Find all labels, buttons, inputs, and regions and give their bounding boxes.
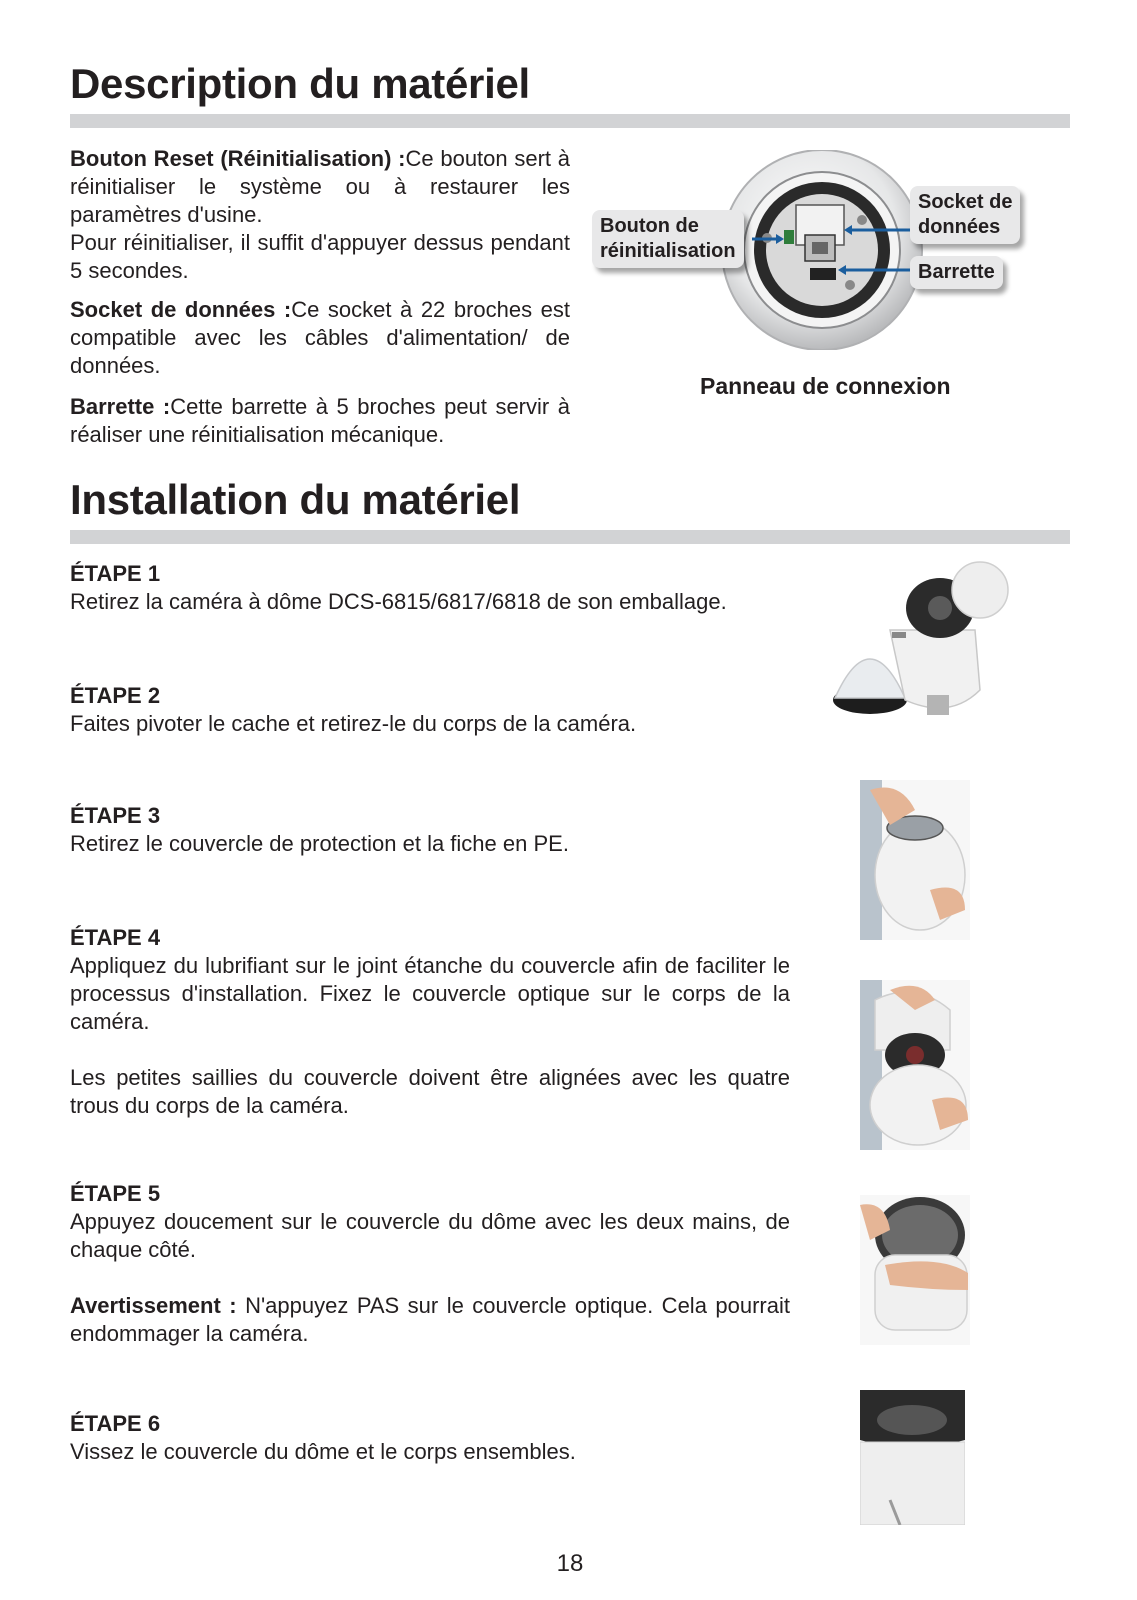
step-4 [70,924,790,1120]
step-5 [70,1180,790,1348]
reset-paragraph [70,145,570,285]
step-6-photo [860,1390,965,1525]
callout-reset-line-1: Bouton de [600,215,699,237]
step-title: ÉTAPE 3 [70,803,161,828]
section-divider [70,114,1070,128]
callout-barrette-text: Barrette [918,261,995,283]
callout-socket-line-1: Socket de [918,191,1013,213]
step-2 [70,682,790,738]
step-text: Appuyez doucement sur le couvercle du dôme avec les deux mains, de chaque côté. [70,1209,790,1262]
step-text-2: Les petites saillies du couvercle doivent être alignées avec les quatre trous du corps de la caméra. [70,1065,790,1118]
step-1-2-photo [830,560,1010,730]
step-text: Retirez la caméra à dôme DCS-6815/6817/6818 de son emballage. [70,589,727,614]
step-title: ÉTAPE 4 [70,925,161,950]
callout-socket-line-2: données [918,216,1001,238]
socket-paragraph [70,296,570,380]
barrette-label: Barrette : [70,394,171,419]
barrette-text: Cette barrette à 5 broches peut servir à réaliser une réinitialisation mécanique. [70,394,570,447]
step-4-photo [860,980,970,1150]
step-text: Vissez le couvercle du dôme et le corps ensembles. [70,1439,576,1464]
step-3 [70,802,790,858]
step-6 [70,1410,790,1466]
section-divider-2 [70,530,1070,544]
step-title: ÉTAPE 2 [70,683,161,708]
callout-barrette [910,256,1003,289]
step-3-photo [860,780,970,940]
camera-unboxed-image [830,560,1010,730]
step-title: ÉTAPE 6 [70,1411,161,1436]
socket-text: Ce socket à 22 broches est compatible avec les câbles d'alimentation/ de données. [70,297,570,378]
warning-label: Avertissement : [70,1293,237,1318]
step-5-photo [860,1195,970,1345]
reset-text: Ce bouton sert à réinitialiser le système ou à restaurer les paramètres d'usine. [70,146,570,227]
figure-caption: Panneau de connexion [700,373,951,399]
callout-data-socket [910,186,1020,244]
step-1 [70,560,790,616]
page-number: 18 [556,1550,584,1577]
step-title: ÉTAPE 5 [70,1181,161,1206]
step-text: Retirez le couvercle de protection et la fiche en PE. [70,831,569,856]
section-title-description: Description du matériel [70,60,530,107]
step-title: ÉTAPE 1 [70,561,161,586]
warning-text: N'appuyez PAS sur le couvercle optique. Cela pourrait endommager la caméra. [70,1293,790,1346]
reset-label: Bouton Reset (Réinitialisation) : [70,146,406,171]
section-title-installation: Installation du matériel [70,476,521,523]
callout-reset-line-2: réinitialisation [600,240,736,262]
screw-dome-image [860,1390,965,1525]
reset-text-2: Pour réinitialiser, il suffit d'appuyer dessus pendant 5 secondes. [70,230,570,283]
step-text: Faites pivoter le cache et retirez-le du corps de la caméra. [70,711,637,736]
press-dome-image [860,1195,970,1345]
socket-label: Socket de données : [70,297,292,322]
remove-cover-image [860,780,970,940]
attach-cover-image [860,980,970,1150]
step-warning [70,1292,790,1348]
barrette-paragraph [70,393,570,449]
callout-reset-button [592,210,744,268]
step-text: Appliquez du lubrifiant sur le joint étanche du couvercle afin de faciliter le processus d'installation. Fixez le couvercle optique sur le corps de la caméra. [70,953,790,1034]
